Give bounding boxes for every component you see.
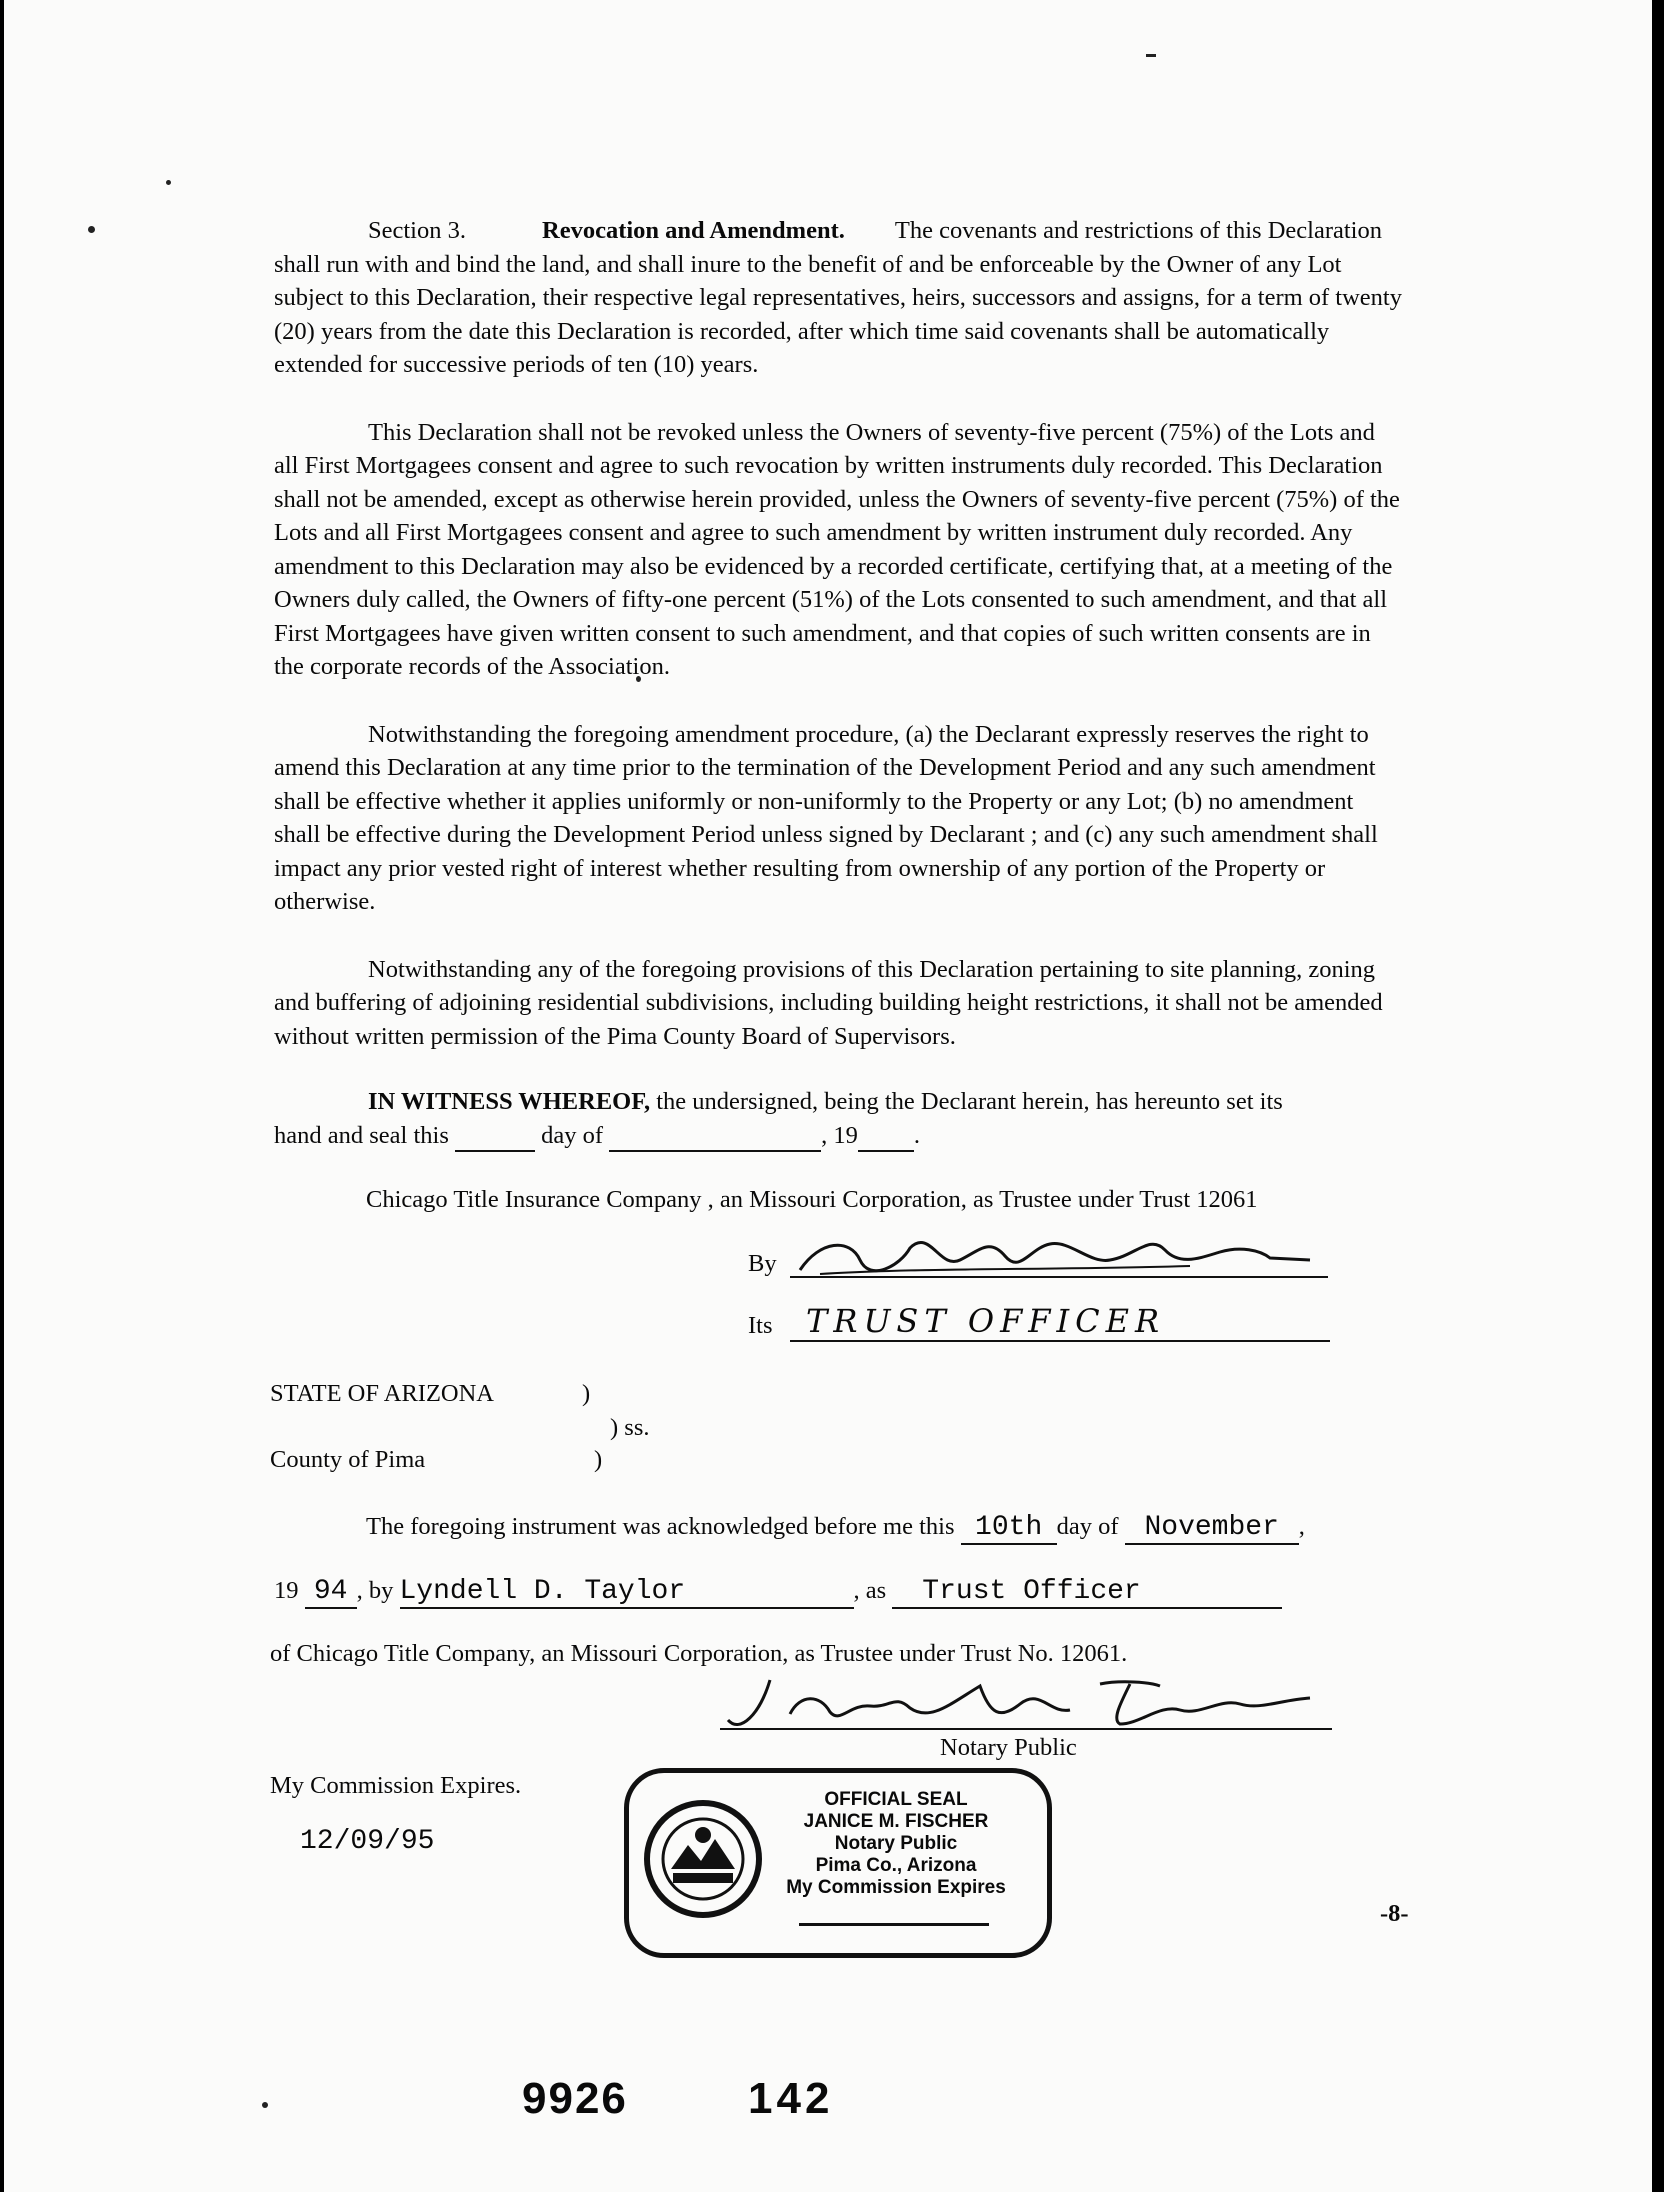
- by-row: [748, 1250, 777, 1278]
- commission-value: 12/09/95: [300, 1826, 435, 1857]
- venue-ss: ) ss.: [610, 1414, 650, 1441]
- witness-nineteen: , 19: [821, 1122, 858, 1149]
- its-row: [748, 1312, 773, 1340]
- its-label: Its: [748, 1312, 773, 1339]
- witness-line-1: [368, 1088, 1283, 1116]
- witness-year-blank: [858, 1122, 914, 1152]
- commission-label: My Commission Expires.: [270, 1772, 522, 1799]
- ack-line-1: [366, 1512, 1305, 1545]
- seal-line-3: Notary Public: [834, 1833, 958, 1854]
- scan-speck: [1146, 54, 1156, 57]
- ack-month-field: [1125, 1512, 1299, 1545]
- ack-text-a: The foregoing instrument was acknowledged before me this: [366, 1513, 955, 1540]
- page-number: -8-: [1380, 1900, 1409, 1927]
- witness-period: .: [913, 1122, 921, 1149]
- footer-number-left: 9926: [522, 2074, 628, 2123]
- ack-day-field: [961, 1512, 1057, 1545]
- footer-number-right: 142: [748, 2074, 834, 2123]
- ack-name-value: Lyndell D. Taylor: [399, 1576, 686, 1607]
- by-signature-line: [790, 1236, 1328, 1278]
- seal-text-block: [771, 1789, 1021, 1899]
- scan-speck: [262, 2102, 268, 2108]
- company-line: Chicago Title Insurance Company , an Missouri Corporation, as Trustee under Trust 12061: [366, 1186, 1258, 1213]
- by-signature-image: [790, 1230, 1328, 1278]
- witness-text: the undersigned, being the Declarant herein, has hereunto set its: [656, 1088, 1283, 1115]
- ack-name-field: [400, 1576, 854, 1609]
- scan-speck: [166, 180, 171, 185]
- ack-title-field: [892, 1576, 1282, 1609]
- ack-line-2: [274, 1576, 1282, 1609]
- ack-day-value: 10th: [975, 1512, 1043, 1543]
- paragraph-1-text: The covenants and restrictions of this Declaration shall run with and bind the land, and shall inure to the benefit of and be enforceable by the Owner of any Lot subject to this Declaration, their respective legal representatives, heirs, successors and assigns, for a term of twenty (20) years from the date this Declaration is recorded, after which time said covenants shall be automatically extended for successive periods of ten (10) years.: [274, 217, 1402, 378]
- state-seal-emblem: [643, 1799, 763, 1919]
- seal-line-2: JANICE M. FISCHER: [803, 1811, 989, 1832]
- ack-year-field: [305, 1576, 357, 1609]
- witness-month-blank: [609, 1122, 821, 1152]
- seal-line-5: My Commission Expires: [786, 1877, 1006, 1898]
- ack-year-prefix: 19: [274, 1577, 299, 1604]
- witness-hand-seal: hand and seal this: [274, 1122, 449, 1149]
- seal-line-1: OFFICIAL SEAL: [824, 1789, 968, 1810]
- notary-signature-line: [720, 1680, 1332, 1730]
- ack-year-value: 94: [313, 1576, 348, 1607]
- paragraph-pima-county: Notwithstanding any of the foregoing provisions of this Declaration pertaining to site planning, zoning and buffering of adjoining residential subdivisions, including building height restrictions, it shall not be amended without written permission of the Pima County Board of Supervisors.: [274, 955, 1383, 1050]
- venue-paren-2: ): [594, 1446, 603, 1473]
- document-page: [4, 0, 1652, 2192]
- witness-heading: IN WITNESS WHEREOF,: [368, 1088, 651, 1115]
- paragraph-declarant-rights: Notwithstanding the foregoing amendment procedure, (a) the Declarant expressly reserves the right to amend this Declaration at any time prior to the termination of the Development Period and any such amendment shall be effective whether it applies uniformly or non-uniformly to the Property or any Lot; (b) no amendment shall be effective during the Development Period unless signed by Declarant ; and (c) any such amendment shall impact any prior vested right of interest whether resulting from ownership of any portion of the Property or otherwise.: [274, 720, 1378, 915]
- by-label: By: [748, 1250, 777, 1277]
- section-number: Section 3.: [368, 217, 466, 244]
- witness-day-blank: [455, 1122, 535, 1152]
- its-value: TRUST OFFICER: [806, 1302, 1166, 1340]
- seal-line-4: Pima Co., Arizona: [815, 1855, 977, 1876]
- ack-month-value: November: [1144, 1512, 1279, 1543]
- venue-county: County of Pima: [270, 1446, 426, 1473]
- witness-day-of: day of: [541, 1122, 604, 1149]
- scan-speck: [88, 226, 95, 233]
- ack-by: , by: [356, 1577, 394, 1604]
- witness-line-2: [274, 1122, 920, 1152]
- section-title: Revocation and Amendment.: [542, 217, 845, 244]
- paragraph-section-3: [274, 214, 1404, 382]
- declaration-body: [274, 214, 1404, 1053]
- ack-title-value: Trust Officer: [922, 1576, 1141, 1607]
- ack-text-b: day of: [1056, 1513, 1119, 1540]
- venue-state: STATE OF ARIZONA: [270, 1380, 494, 1407]
- venue-paren-1: ): [582, 1380, 591, 1407]
- official-seal-stamp: [624, 1768, 1052, 1958]
- seal-underline: [799, 1923, 989, 1926]
- ack-comma: ,: [1298, 1513, 1305, 1540]
- its-line: [790, 1300, 1330, 1342]
- paragraph-revocation: This Declaration shall not be revoked unless the Owners of seventy-five percent (75%) of the Lots and all First Mortgagees consent and agree to such revocation by written instruments duly recorded. This Declaration shall not be amended, except as otherwise herein provided, unless the Owners of seventy-five percent (75%) of the Lots and all First Mortgagees consent and agree to such amendment by written instrument duly recorded. Any amendment to this Declaration may also be evidenced by a recorded certificate, certifying that, at a meeting of the Owners duly called, the Owners of fifty-one percent (51%) of the Lots consented to such amendment, and that all First Mortgagees have given written consent to such amendment, and that copies of such written consents are in the corporate records of the Association.: [274, 418, 1400, 680]
- ack-as: , as: [853, 1577, 887, 1604]
- ack-of-line: of Chicago Title Company, an Missouri Corporation, as Trustee under Trust No. 12061.: [270, 1640, 1128, 1667]
- notary-signature-image: [720, 1674, 1332, 1734]
- notary-public-label: Notary Public: [940, 1734, 1077, 1761]
